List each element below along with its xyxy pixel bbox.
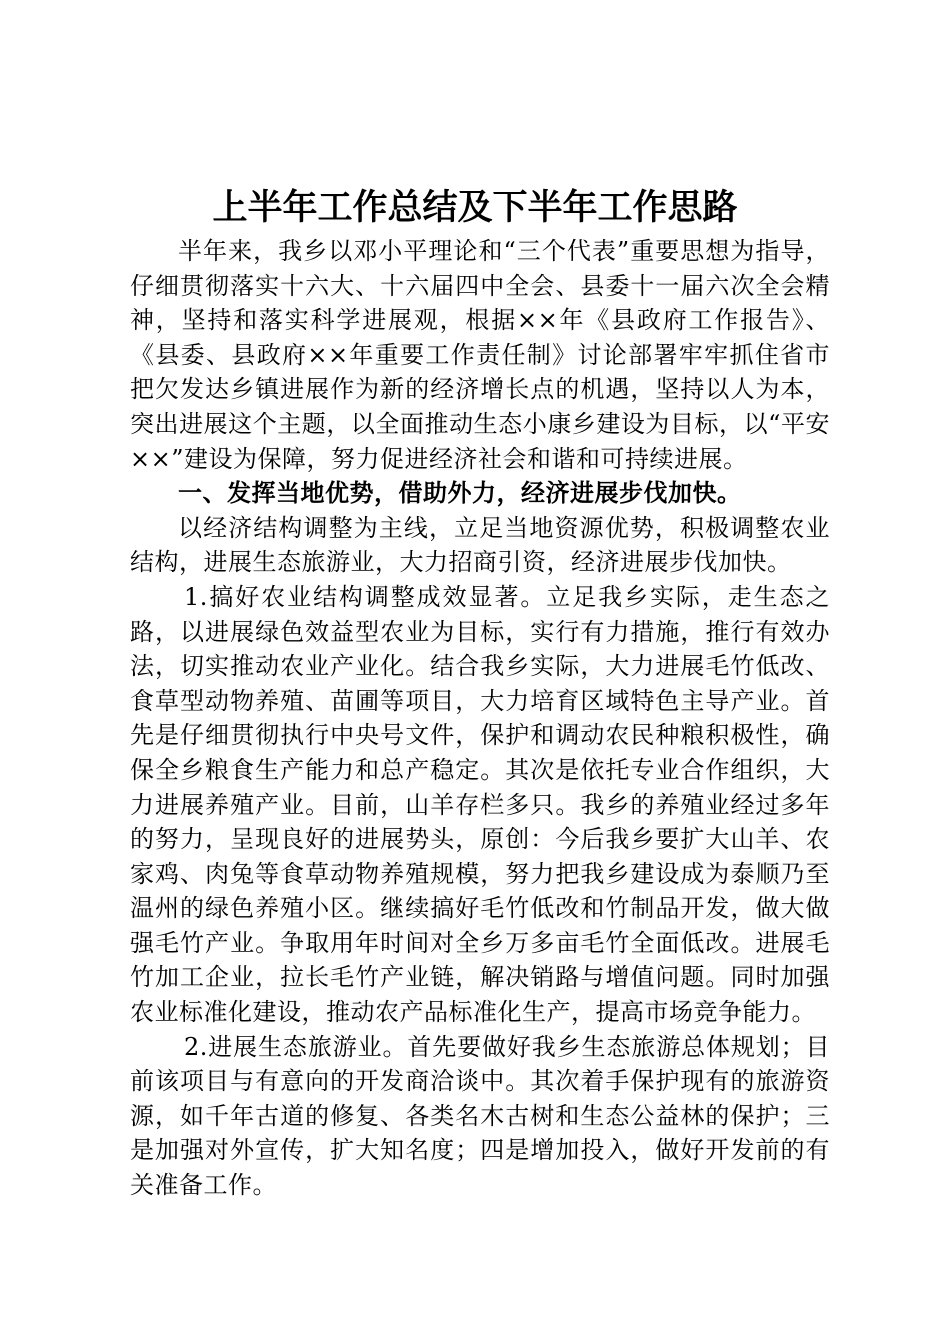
document-body [130, 234, 830, 1203]
section-1-summary-paragraph: 以经济结构调整为主线，立足当地资源优势，积极调整农业结构，进展生态旅游业，大力招商引资，经济进展步伐加快。 [130, 513, 830, 577]
agriculture-paragraph: 1.搞好农业结构调整成效显著。立足我乡实际，走生态之路，以进展绿色效益型农业为目标，实行有力措施，推行有效办法，切实推动农业产业化。结合我乡实际，大力进展毛竹低改、食草型动物养殖、苗圃等项目，大力培育区域特色主导产业。首先是仔细贯彻执行中央号文件，保护和调动农民种粮积极性，确保全乡粮食生产能力和总产稳定。其次是依托专业合作组织，大力进展养殖产业。目前，山羊存栏多只。我乡的养殖业经过多年的努力，呈现良好的进展势头，原创：今后我乡要扩大山羊、农家鸡、肉兔等食草动物养殖规模，努力把我乡建设成为泰顺乃至温州的绿色养殖小区。继续搞好毛竹低改和竹制品开发，做大做强毛竹产业。争取用年时间对全乡万多亩毛竹全面低改。进展毛竹加工企业，拉长毛竹产业链，解决销路与增值问题。同时加强农业标准化建设，推动农产品标准化生产，提高市场竞争能力。 [130, 582, 830, 1027]
tourism-paragraph: 2.进展生态旅游业。首先要做好我乡生态旅游总体规划；目前该项目与有意向的开发商洽谈中。其次着手保护现有的旅游资源，如千年古道的修复、各类名木古树和生态公益林的保护；三是加强对外宣传，扩大知名度；四是增加投入，做好开发前的有关准备工作。 [130, 1032, 830, 1200]
document-title: 上半年工作总结及下半年工作思路 [212, 187, 738, 228]
intro-paragraph: 半年来，我乡以邓小平理论和“三个代表”重要思想为指导，仔细贯彻落实十六大、十六届四中全会、县委十一届六次全会精神，坚持和落实科学进展观，根据××年《县政府工作报告》、《县委、县政府××年重要工作责任制》讨论部署牢牢抓住省市把欠发达乡镇进展作为新的经济增长点的机遇，坚持以人为本，突出进展这个主题，以全面推动生态小康乡建设为目标，以“平安××”建设为保障，努力促进经济社会和谐和可持续进展。 [130, 237, 830, 473]
section-heading-1: 一、发挥当地优势，借助外力，经济进展步伐加快。 [178, 478, 742, 508]
